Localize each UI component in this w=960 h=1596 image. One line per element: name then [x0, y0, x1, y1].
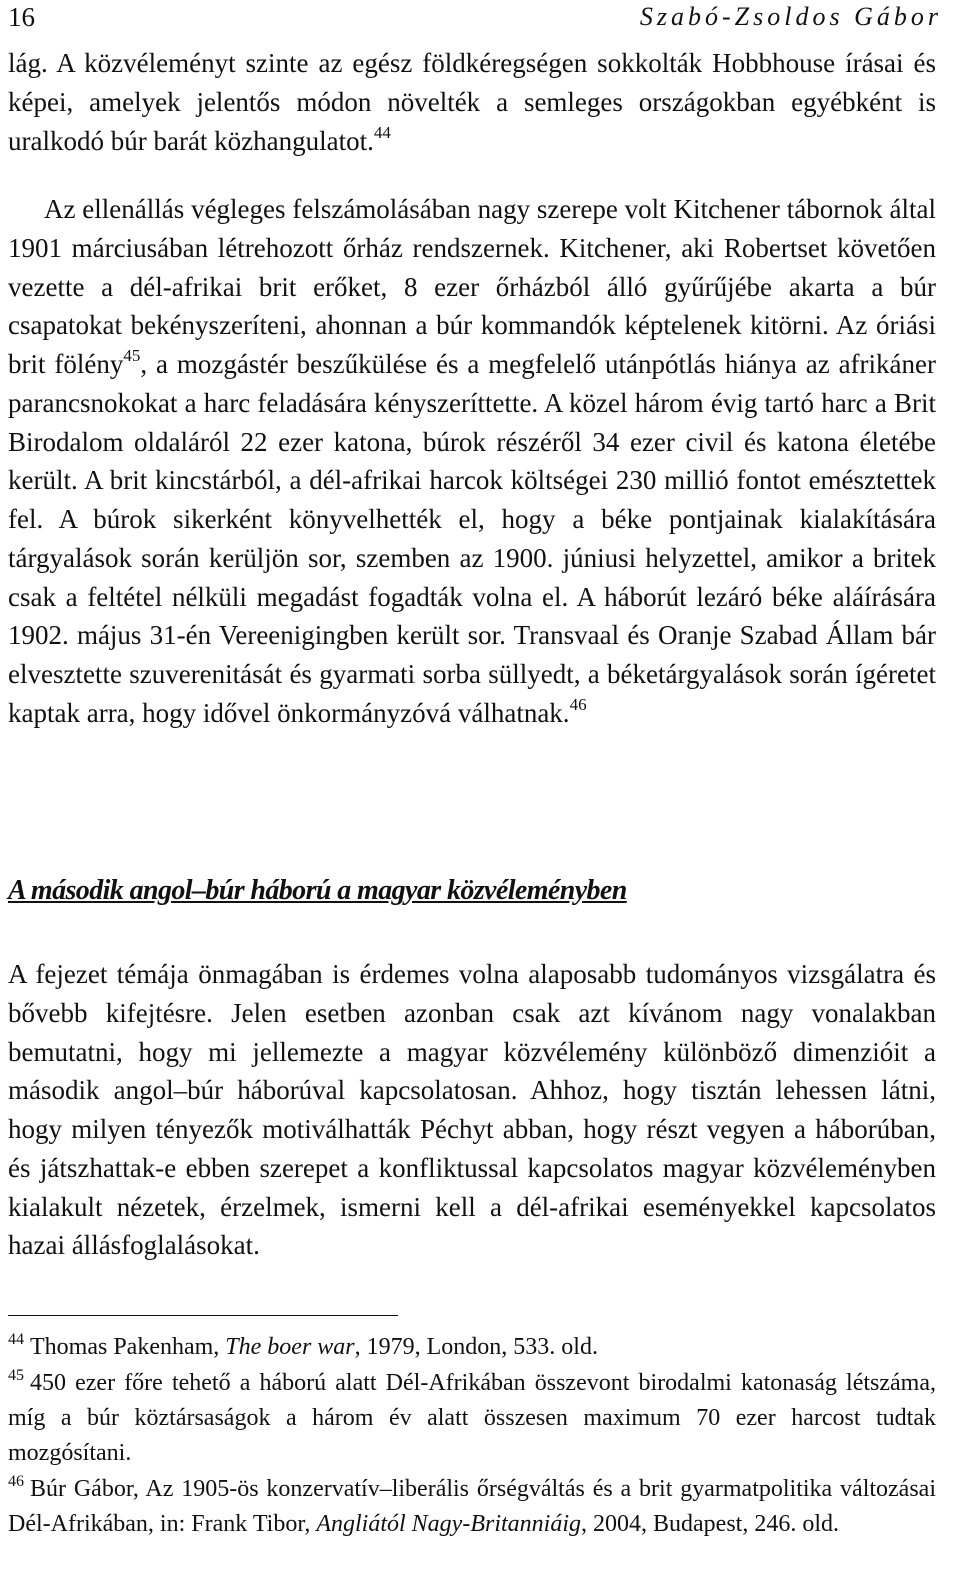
paragraph-text: lág. A közvéleményt szinte az egész földkéregségen sokkolták Hobbhouse írásai és képei, amelyek jelentős módon növelték a semleges országokban egyébként is uralkodó búr barát közhangulatot. [8, 48, 936, 156]
footnote-number: 46 [8, 1473, 24, 1490]
paragraph-text: , a mozgástér beszűkülése és a megfelelő utánpótlás hiánya az afrikáner parancsnokokat a harc feladására kényszeríttette. A közel három évig tartó harc a Brit Birodalom oldaláról 22 ezer katona, búrok részéről 34 ezer civil és katona életébe került. A brit kincstárból, a dél-afrikai harcok költségei 230 millió fontot emésztettek fel. A búrok sikerként könyvelhették el, hogy a béke pontjainak kialakítására tárgyalások során kerüljön sor, szemben az 1900. júniusi helyzettel, amikor a britek csak a feltétel nélküli megadást fogadták volna el. A háborút lezáró béke aláírására 1902. május 31-én Vereenigingben került sor. Transvaal és Oranje Szabad Állam bár elvesztette szuverenitását és gyarmati sorba süllyedt, a béketárgyalások során ígéretet kaptak arra, hogy idővel önkormányzóvá válhatnak. [8, 349, 936, 728]
footnote-46: $^{46}$ Búr Gábor, Az 1905-ös konzervatív–liberális őrségváltás és a brit gyarmatpolitika változásai Dél-Afrikában, in: Frank Tibor, Angliától Nagy-Britanniáig, 2004, Budapest, 246. old. [8, 1473, 936, 1537]
footnote-ref-44[interactable]: 44 [373, 122, 391, 142]
paragraph-continuation [8, 44, 936, 160]
page-header [0, 0, 960, 36]
footnote-separator [8, 1315, 398, 1316]
footnote-number: 45 [8, 1367, 24, 1384]
paragraph-text: Az ellenállás végleges felszámolásában nagy szerepe volt Kitchener tábornok által 1901 márciusában létrehozott őrház rendszernek. Kitchener, aki Robertset követően vezette a dél-afrikai brit erőket, 8 ezer őrházból álló gyűrűjébe akarta a búr csapatokat bekényszeríteni, ahonnan a búr kommandók képtelenek kitörni. Az óriási brit fölény [8, 194, 936, 379]
page-number: 16 [8, 2, 35, 32]
footnote-number: 44 [8, 1331, 24, 1348]
running-head: Szabó-Zsoldos Gábor [639, 2, 942, 31]
footnote-ref-46[interactable]: 46 [569, 694, 587, 714]
book-title: Angliától Nagy-Britanniáig [316, 1511, 581, 1537]
footnote-ref-45[interactable]: 45 [123, 346, 141, 365]
paragraph-resistance [8, 190, 936, 733]
footnote-44: $^{44}$ Thomas Pakenham, The boer war, 1979, London, 533. old. [8, 1331, 598, 1360]
section-heading: A második angol–búr háború a magyar közvéleményben [8, 875, 627, 906]
book-title: The boer war [225, 1334, 355, 1360]
footnote-45: $^{45}$ 450 ezer főre tehető a háború alatt Dél-Afrikában összevont birodalmi katonaság létszáma, míg a búr köztársaságok a három év alatt összesen maximum 70 ezer harcost tudtak mozgósítani. [8, 1367, 936, 1466]
paragraph-chapter-intro: A fejezet témája önmagában is érdemes volna alaposabb tudományos vizsgálatra és bővebb kifejtésre. Jelen esetben azonban csak azt kívánom nagy vonalakban bemutatni, hogy mi jellemezte a magyar közvélemény különböző dimenzióit a második angol–búr háborúval kapcsolatosan. Ahhoz, hogy tisztán lehessen látni, hogy milyen tényezők motiválhatták Péchyt abban, hogy részt vegyen a háborúban, és játszhattak-e ebben szerepet a konfliktussal kapcsolatos magyar közvéleményben kialakult nézetek, érzelmek, ismerni kell a dél-afrikai eseményekkel kapcsolatos hazai állásfoglalásokat. [8, 959, 936, 1261]
